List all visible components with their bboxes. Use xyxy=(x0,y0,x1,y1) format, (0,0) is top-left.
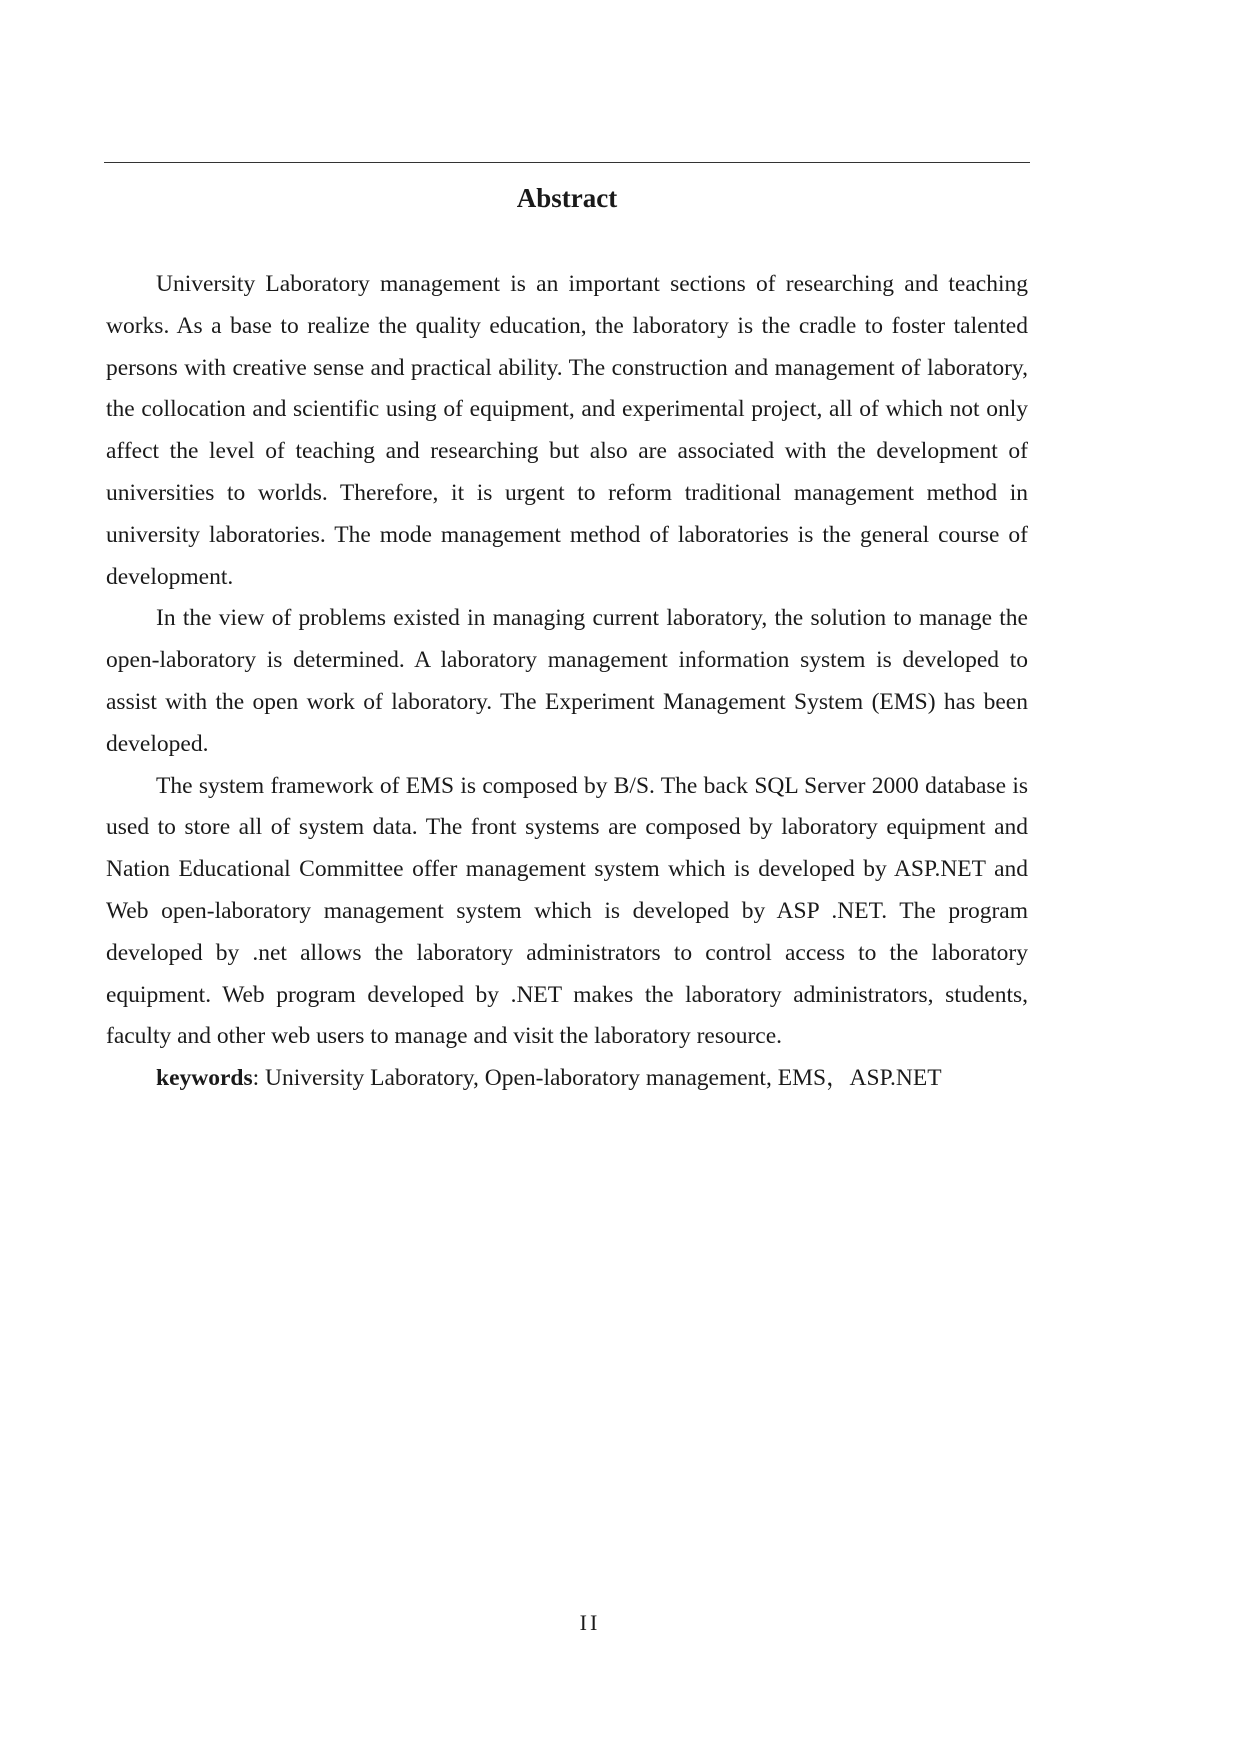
abstract-body xyxy=(106,264,1028,1100)
abstract-paragraph-2: In the view of problems existed in managing current laboratory, the solution to manage the open-laboratory is determined. A laboratory management information system is developed to assist with the open work of laboratory. The Experiment Management System (EMS) has been developed. xyxy=(106,605,1028,757)
abstract-paragraph-3: The system framework of EMS is composed by B/S. The back SQL Server 2000 database is used to store all of system data. The front systems are composed by laboratory equipment and Nation Educational Committee offer management system which is developed by ASP.NET and Web open-laboratory management system which is developed by ASP .NET. The program developed by .net allows the laboratory administrators to control access to the laboratory equipment. Web program developed by .NET makes the laboratory administrators, students, faculty and other web users to manage and visit the laboratory resource. xyxy=(106,772,1028,1050)
keywords-label: keywords xyxy=(156,1065,253,1092)
page-number: II xyxy=(579,1610,601,1635)
keywords-line xyxy=(106,1058,1028,1100)
keywords-list: : University Laboratory, Open-laboratory management, EMS，ASP.NET xyxy=(252,1065,942,1092)
header-rule xyxy=(104,162,1030,163)
abstract-paragraph-1: University Laboratory management is an important sections of researching and teaching works. As a base to realize the quality education, the laboratory is the cradle to foster talented persons with creative sense and practical ability. The construction and management of laboratory, the collocation and scientific using of equipment, and experimental project, all of which not only affect the level of teaching and researching but also are associated with the development of universities to worlds. Therefore, it is urgent to reform traditional management method in university laboratories. The mode management method of laboratories is the general course of development. xyxy=(106,271,1028,590)
abstract-title: Abstract xyxy=(516,183,618,213)
